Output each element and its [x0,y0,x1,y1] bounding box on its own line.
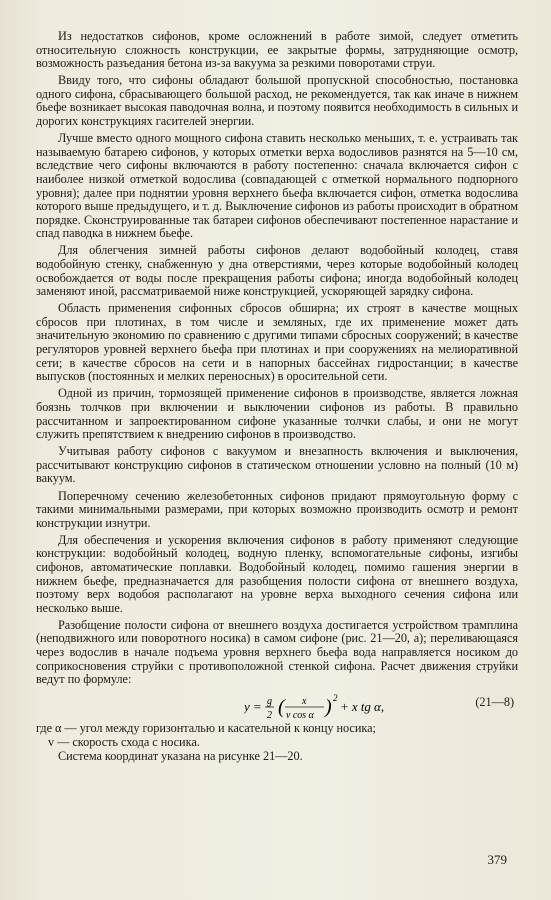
paragraph: Одной из причин, тормозящей применение сифонов в производстве, является ложная боязнь толчков при включении и выключении сифонов из работы. В правильно рассчитанном и запроектированном сифоне указанные толчки слабы, и они не могут служить препятствием к внедрению сифонов в производство. [36,386,518,442]
formula-block [36,690,518,720]
closing-line: Система координат указана на рисунке 21—20. [58,748,303,763]
paragraph: Для обеспечения и ускорения включения сифонов в работу применяют следующие конструкции: водобойный колодец, водную пленку, вспомогательные сифоны, изгибы сифонов, автоматические поплавки. Водобойный колодец, помимо гашения энергии в нижнем бьефе, предназначается для разобщения полости сифона от внешнего воздуха, поэтому верх водобоя располагают на уровне верха выходного сечения сифона или несколько выше. [36,532,518,615]
where-line: где α — угол между горизонталью и касательной к концу носика; [36,721,376,736]
exponent: 2 [333,694,338,704]
paragraph: Лучше вместо одного мощного сифона ставить несколько меньших, т. е. устраивать так называемую батарею сифонов, у которых отметки верха водосливов разнятся на 5—10 см, вследствие чего сифоны включаются в работу постепенно: сначала включается сифон с наиболее низкой отметкой водослива (совпадающей с отметкой нормального подпорного уровня); далее при поднятии уровня верхнего бьефа включается сифон, отметка водослива которого выше предыдущего, и т. д. Выключение сифонов из работы происходит в обратном порядке. Сконструированные так батареи сифонов обеспечивают постепенное нарастание и спад паводка в нижнем бьефе. [36,131,518,241]
paragraph: Из недостатков сифонов, кроме осложнений в работе зимой, следует отметить относительную сложность конструкции, ее закрытые формы, затрудняющие осмотр, возможность разъедания бетона из-за вакуума за резкими поворотами струи. [36,29,518,71]
formula-g: g [267,696,272,708]
close-paren: ) [325,696,332,719]
formula-two: 2 [267,710,272,722]
paragraph: Поперечному сечению железобетонных сифонов придают прямоугольную форму с такими минимальными размерами, при которых возможно производить осмотр и ремонт конструкции изнутри. [36,488,518,530]
open-paren: ( [278,696,285,719]
paragraph: Учитывая работу сифонов с вакуумом и внезапность включения и выключения, рассчитывают конструкцию сифонов в статическом отношении условно на полный (10 м) вакуум. [36,444,518,486]
formula-lhs: y = [244,699,262,715]
paragraph: Для облегчения зимней работы сифонов делают водобойный колодец, ставя водобойную стенку, снабженную у дна отверстиями, через которые водобойный колодец освобождается от воды после прекращения работы сифона; иногда водобойный колодец заменяют иной, рассматриваемой ниже конструкцией, ускоряющей зарядку сифона. [36,243,518,299]
page-number: 379 [487,852,507,867]
formula-tail: + x tg α, [340,699,385,715]
formula-denominator: v cos α [286,710,314,722]
formula-x: x [302,696,307,708]
paragraph: Область применения сифонных сбросов обширна; их строят в качестве мощных сбросов при плотинах, в том числе и земляных, где их применение может дать значительную экономию по сравнению с другими типами сбросных сооружений; в качестве регуляторов уровней верхнего бьефа при плотинах и при сооружениях на мелиоративной сети; в качестве сбросов на сети и в напорных бассейнах гидростанции; в качестве выпусков (постоянных и мелких переносных) в оросительной сети. [36,301,518,384]
paragraph: Разобщение полости сифона от внешнего воздуха достигается устройством трамплина (неподвижного или поворотного носика) в самом сифоне (рис. 21—20, а); переливающаяся через водослив в начале подъема уровня верхнего бьефа вода направляется носиком до соприкосновения струйки с противоположной стенкой сифона. Расчет движения струйки ведут по формуле: [36,617,518,687]
where-line: v — скорость схода с носика. [48,734,200,749]
equation-number: (21—8) [475,695,514,710]
trajectory-formula [244,694,404,724]
body-text [36,30,518,763]
paragraph: Ввиду того, что сифоны обладают большой пропускной способностью, постановка одного сифона, сбрасывающего большой расход, не рекомендуется, так как иначе в нижнем бьефе возникает высокая паводочная волна, и поэтому появится необходимость в сильных и дорогих конструкциях гасителей энергии. [36,73,518,129]
